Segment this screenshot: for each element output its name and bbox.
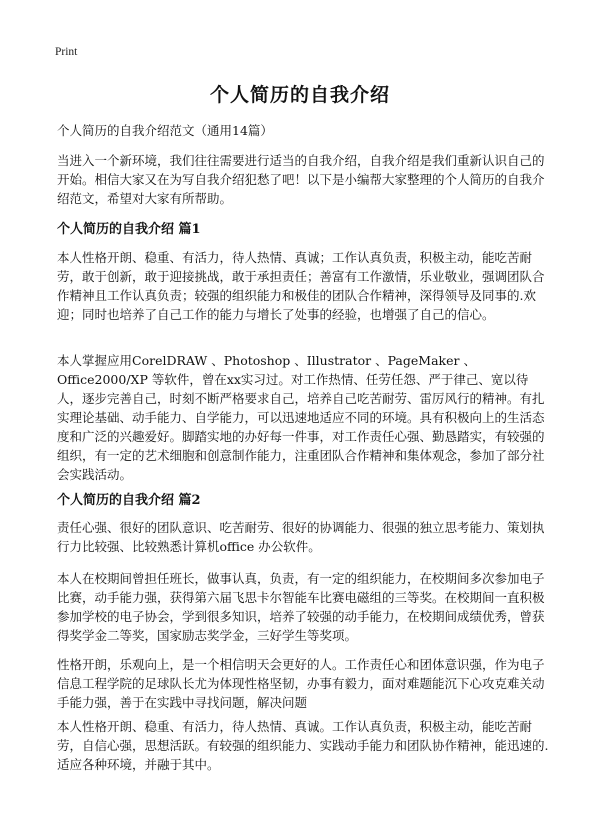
section-2-heading: 个人简历的自我介绍 篇2 (57, 493, 201, 508)
section-2-paragraph-3: 性格开朗，乐观向上，是一个相信明天会更好的人。工作责任心和团体意识强，作为电子信息工程学院的足球队长尤为体现性格坚韧，办事有毅力，面对难题能沉下心攻克难关动手能力强，善于在实践中寻找问题，解决问题 (57, 657, 545, 710)
document-subtitle: 个人简历的自我介绍范文（通用14篇） (57, 123, 273, 138)
section-2-paragraph-2: 本人在校期间曾担任班长，做事认真，负责，有一定的组织能力，在校期间多次参加电子比赛，动手能力强，获得第六届飞思卡尔智能车比赛电磁组的三等奖。在校期间一直积极参加学校的电子协会，学到很多知识，培养了较强的动手能力，在校期间成绩优秀，曾获得奖学金二等奖，国家励志奖学金，三好学生等奖项。 (57, 571, 545, 643)
section-1-paragraph-2: 本人掌握应用CorelDRAW 、Photoshop 、Illustrator 、PageMaker 、Office2000/XP 等软件，曾在xx实习过。对工作热情、任劳任怨、严于律己、宽以待人，逐步完善自己，时刻不断严格要求自己，培养自己吃苦耐劳、雷厉风行的精神。有扎实理论基础、动手能力、自学能力，可以迅速地适应不同的环境。具有积极向上的生活态度和广泛的兴趣爱好。脚踏实地的办好每一件事，对工作责任心强、勤恳踏实，有较强的组织，有一定的艺术细胞和创意制作能力，注重团队合作精神和集体观念，参加了部分社会实践活动。 (57, 353, 545, 482)
page-title: 个人简历的自我介绍 (209, 84, 390, 106)
print-label: Print (55, 46, 78, 58)
section-2-paragraph-4: 本人性格开朗、稳重、有活力，待人热情、真诚。工作认真负责，积极主动，能吃苦耐劳，自信心强，思想活跃。有较强的组织能力、实践动手能力和团队协作精神，能迅速的.适应各种环境，并融于其中。 (57, 719, 549, 772)
section-2-paragraph-1: 责任心强、很好的团队意识、吃苦耐劳、很好的协调能力、很强的独立思考能力、策划执行力比较强、比较熟悉计算机office 办公软件。 (57, 520, 545, 554)
intro-paragraph: 当进入一个新环境，我们往往需要进行适当的自我介绍，自我介绍是我们重新认识自己的开始。相信大家又在为写自我介绍犯愁了吧！以下是小编帮大家整理的个人简历的自我介绍范文，希望对大家有所帮助。 (57, 153, 545, 206)
section-1-paragraph-1: 本人性格开朗、稳重、有活力，待人热情、真诚；工作认真负责，积极主动，能吃苦耐劳，敢于创新，敢于迎接挑战，敢于承担责任；善富有工作激情，乐业敬业，强调团队合作精神且工作认真负责；较强的组织能力和极佳的团队合作精神，深得领导及同事的.欢迎；同时也培养了自己工作的能力与增长了处事的经验，也增强了自己的信心。 (57, 250, 545, 322)
section-1-heading: 个人简历的自我介绍 篇1 (57, 222, 201, 237)
